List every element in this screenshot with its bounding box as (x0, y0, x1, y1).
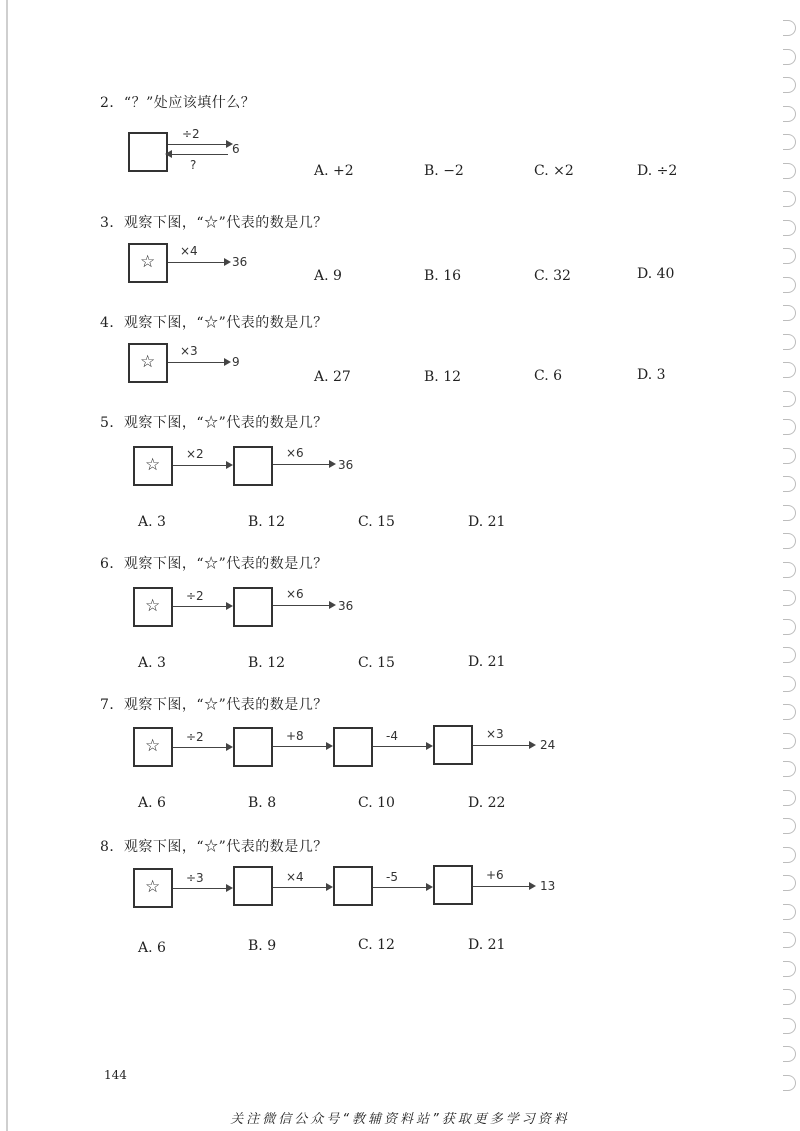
option-b[interactable]: B. 12 (248, 655, 286, 671)
star-box (133, 868, 173, 908)
footer-note: 关注微信公众号“教辅资料站”获取更多学习资料 (230, 1112, 570, 1127)
spiral-ring (783, 134, 796, 150)
spiral-ring (783, 647, 796, 663)
spiral-ring (783, 220, 796, 236)
question-2-title: 2．“？”处应该填什么？ (100, 95, 256, 111)
option-a[interactable]: A. 27 (314, 369, 351, 385)
spiral-ring (783, 875, 796, 891)
result-value: 24 (540, 738, 556, 752)
empty-box (233, 727, 273, 767)
step-operation-4: +6 (486, 868, 504, 882)
step-arrow-1 (168, 362, 224, 363)
forward-operation: ÷2 (182, 127, 200, 141)
option-a[interactable]: A. 6 (138, 795, 166, 811)
option-c[interactable]: C. 15 (358, 655, 395, 671)
step-operation-1: ×3 (180, 344, 198, 358)
question-4-title: 4．观察下图，“☆”代表的数是几？ (100, 315, 328, 331)
result-value: 36 (232, 255, 248, 269)
spiral-ring (783, 590, 796, 606)
spiral-ring (783, 505, 796, 521)
spiral-ring (783, 391, 796, 407)
spiral-ring (783, 1018, 796, 1034)
option-c[interactable]: C. 10 (358, 795, 395, 811)
spiral-ring (783, 49, 796, 65)
spiral-ring (783, 448, 796, 464)
spiral-ring (783, 163, 796, 179)
unknown-operation: ? (190, 158, 197, 172)
step-operation-1: ÷2 (186, 730, 204, 744)
star-icon: ☆ (140, 252, 156, 272)
answer-box (128, 132, 168, 172)
spiral-ring (783, 277, 796, 293)
star-icon: ☆ (140, 352, 156, 372)
option-d[interactable]: D. 21 (468, 654, 506, 670)
star-icon: ☆ (145, 596, 161, 616)
spiral-ring (783, 419, 796, 435)
step-arrow-1 (173, 606, 226, 607)
spiral-ring (783, 733, 796, 749)
step-operation-4: ×3 (486, 727, 504, 741)
spiral-ring (783, 362, 796, 378)
option-d[interactable]: D. 40 (637, 266, 675, 282)
option-d[interactable]: D. 21 (468, 514, 506, 530)
spiral-ring (783, 847, 796, 863)
spiral-ring (783, 562, 796, 578)
step-arrow-4 (473, 886, 529, 887)
option-d[interactable]: D. 21 (468, 937, 506, 953)
question-3-title: 3．观察下图，“☆”代表的数是几？ (100, 215, 328, 231)
spiral-ring (783, 932, 796, 948)
step-operation-2: ×6 (286, 446, 304, 460)
spiral-ring (783, 334, 796, 350)
spiral-ring (783, 989, 796, 1005)
option-b[interactable]: B. 8 (248, 795, 277, 811)
step-arrow-2 (273, 464, 329, 465)
result-value: 9 (232, 355, 240, 369)
step-operation-2: ×4 (286, 870, 304, 884)
result-value: 6 (232, 142, 240, 156)
star-box (128, 243, 168, 283)
spiral-ring (783, 818, 796, 834)
empty-box (233, 866, 273, 906)
option-a[interactable]: A. 3 (138, 655, 166, 671)
step-arrow-3 (373, 887, 426, 888)
spiral-ring (783, 476, 796, 492)
step-operation-3: -5 (386, 870, 398, 884)
step-operation-1: ×2 (186, 447, 204, 461)
option-c[interactable]: C. ×2 (534, 163, 574, 179)
step-arrow-4 (473, 745, 529, 746)
empty-box (333, 727, 373, 767)
star-icon: ☆ (145, 877, 161, 897)
step-arrow-1 (173, 465, 226, 466)
step-operation-1: ×4 (180, 244, 198, 258)
option-b[interactable]: B. 16 (424, 268, 462, 284)
step-operation-3: -4 (386, 729, 398, 743)
empty-box (433, 865, 473, 905)
spiral-ring (783, 704, 796, 720)
spiral-ring (783, 305, 796, 321)
option-b[interactable]: B. 12 (424, 369, 462, 385)
empty-box (233, 446, 273, 486)
step-arrow-2 (273, 887, 326, 888)
result-value: 36 (338, 599, 354, 613)
spiral-ring (783, 106, 796, 122)
forward-arrow (168, 144, 226, 145)
option-b[interactable]: B. 12 (248, 514, 286, 530)
spiral-binding (778, 20, 796, 1100)
option-b[interactable]: B. −2 (424, 163, 464, 179)
empty-box (333, 866, 373, 906)
option-a[interactable]: A. 3 (138, 514, 166, 530)
star-box (133, 727, 173, 767)
option-c[interactable]: C. 6 (534, 368, 563, 384)
spiral-ring (783, 904, 796, 920)
empty-box (433, 725, 473, 765)
star-box (128, 343, 168, 383)
page-number: 144 (104, 1068, 127, 1082)
step-operation-1: ÷3 (186, 871, 204, 885)
option-b[interactable]: B. 9 (248, 938, 277, 954)
option-c[interactable]: C. 32 (534, 268, 571, 284)
spiral-ring (783, 761, 796, 777)
option-a[interactable]: A. +2 (314, 163, 354, 179)
spiral-ring (783, 961, 796, 977)
option-d[interactable]: D. 22 (468, 795, 506, 811)
spiral-ring (783, 790, 796, 806)
star-box (133, 446, 173, 486)
spiral-ring (783, 248, 796, 264)
option-c[interactable]: C. 12 (358, 937, 395, 953)
spiral-ring (783, 1046, 796, 1062)
spiral-ring (783, 77, 796, 93)
spiral-ring (783, 191, 796, 207)
spiral-ring (783, 1075, 796, 1091)
result-value: 13 (540, 879, 556, 893)
spiral-ring (783, 619, 796, 635)
option-a[interactable]: A. 9 (314, 268, 342, 284)
backward-arrow (172, 154, 228, 155)
star-icon: ☆ (145, 455, 161, 475)
option-d[interactable]: D. 3 (637, 367, 666, 383)
step-arrow-2 (273, 605, 329, 606)
option-c[interactable]: C. 15 (358, 514, 395, 530)
spiral-ring (783, 533, 796, 549)
step-arrow-1 (173, 888, 226, 889)
step-arrow-1 (173, 747, 226, 748)
question-8-title: 8．观察下图，“☆”代表的数是几？ (100, 839, 328, 855)
step-arrow-2 (273, 746, 326, 747)
star-icon: ☆ (145, 736, 161, 756)
spiral-ring (783, 676, 796, 692)
option-a[interactable]: A. 6 (138, 940, 166, 956)
page-edge-line (6, 0, 8, 1131)
result-value: 36 (338, 458, 354, 472)
star-box (133, 587, 173, 627)
option-d[interactable]: D. ÷2 (637, 163, 678, 179)
question-5-title: 5．观察下图，“☆”代表的数是几？ (100, 415, 328, 431)
question-6-title: 6．观察下图，“☆”代表的数是几？ (100, 556, 328, 572)
step-arrow-3 (373, 746, 426, 747)
step-operation-2: +8 (286, 729, 304, 743)
step-arrow-1 (168, 262, 224, 263)
step-operation-1: ÷2 (186, 589, 204, 603)
spiral-ring (783, 20, 796, 36)
empty-box (233, 587, 273, 627)
question-7-title: 7．观察下图，“☆”代表的数是几？ (100, 697, 328, 713)
step-operation-2: ×6 (286, 587, 304, 601)
